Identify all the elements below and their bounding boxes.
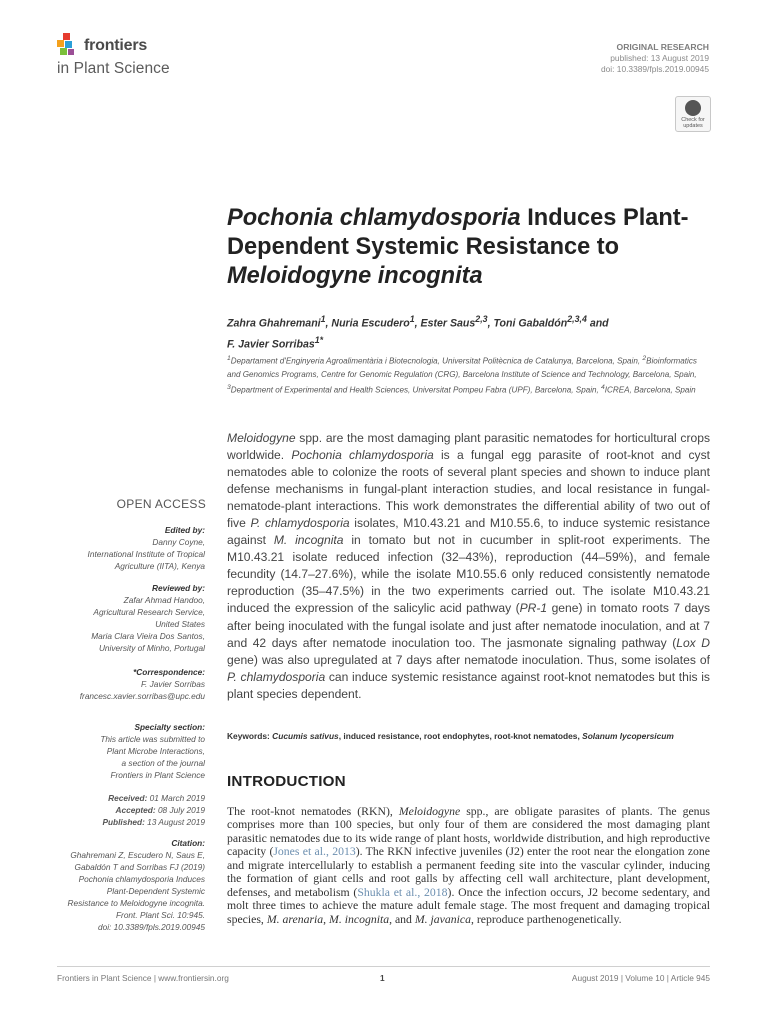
- check-for-updates-badge[interactable]: [675, 96, 711, 132]
- title-species2: Meloidogyne incognita: [227, 263, 483, 289]
- journal-logo-subtitle: in Plant Science: [57, 60, 170, 77]
- author-and: and: [586, 317, 609, 330]
- check-updates-icon: [685, 100, 701, 116]
- title-species1: Pochonia chlamydosporia: [227, 205, 521, 231]
- journal-logo-word: frontiers: [84, 37, 148, 54]
- edited-by-label: Edited by:: [164, 525, 205, 535]
- abstract-text: gene) was also upregulated at 7 days after nematode inoculation. Thus, some isolates of: [227, 652, 710, 667]
- intro-text: ,: [323, 912, 330, 926]
- open-access-label: OPEN ACCESS: [116, 497, 206, 511]
- citation-label: Citation:: [171, 838, 205, 848]
- abstract-italic: Meloidogyne: [227, 431, 296, 445]
- abstract-text: can induce systemic resistance against root-knot nematodes but this is plant species dependent.: [227, 669, 710, 701]
- dates-section: [35, 792, 205, 828]
- abstract-italic: Lox D: [676, 635, 710, 650]
- author-1-affil: 1: [320, 314, 326, 324]
- reviewed-by-label: Reviewed by:: [151, 583, 205, 593]
- section-heading-introduction: INTRODUCTION: [227, 773, 346, 790]
- specialty-line: This article was submitted to: [100, 734, 205, 744]
- abstract-italic: P. chlamydosporia: [250, 516, 350, 531]
- intro-italic: M. arenaria: [266, 912, 324, 926]
- author-2-affil: 1: [409, 314, 415, 324]
- citation-link[interactable]: Shukla et al., 2018: [357, 885, 448, 899]
- citation-line: Gabaldón T and Sorribas FJ (2019): [74, 862, 205, 872]
- accepted-date: 08 July 2019: [155, 805, 205, 815]
- citation-line: Pochonia chlamydosporia Induces: [78, 874, 205, 884]
- affil-1: Departament d'Enginyeria Agroalimentària i Biotecnologia, Universitat Politècnica de Catalunya, Barcelona, Spain,: [230, 356, 641, 366]
- citation-line: Plant-Dependent Systemic: [106, 886, 205, 896]
- affil-2: Bioinformatics and Genomics Programs, Centre for Genomic Regulation (CRG), Barcelona Institute of Science and Technology, Barcelona, Spain,: [227, 356, 697, 379]
- abstract-text: gene) in tomato roots 7 days after being inoculated with the fungal isolate and just after nematode inoculation, and at 7 and 42 days after nematode inoculation too. The jasmonate signaling pathway (: [227, 601, 710, 650]
- correspondence-email[interactable]: francesc.xavier.sorribas@upc.edu: [79, 691, 205, 701]
- editor-line: International Institute of Tropical: [87, 549, 205, 559]
- intro-text: spp., are obligate parasites of plants. The genus comprises more than 100 species, but only four of them are considered the most damaging plant parasitic nematodes due to its wide range of plant hosts, worldwide distribution, and high reproductive capacity (: [227, 805, 710, 859]
- article-doi[interactable]: doi: 10.3389/fpls.2019.00945: [600, 63, 709, 74]
- check-badge-line1: Check for: [681, 117, 705, 123]
- title-text: Induces Plant-Dependent Systemic Resistance to: [227, 205, 689, 260]
- intro-text: The root-knot nematodes (RKN),: [227, 805, 399, 818]
- abstract-text: isolates, M10.43.21 and M10.55.6, to induce systemic resistance against: [227, 516, 710, 548]
- abstract-italic: Pochonia chlamydosporia: [291, 448, 434, 463]
- abstract-text: is a fungal egg parasite of root-knot and cyst nematodes able to colonize the roots of several plant species and shown to induce plant defense mechanisms in fungal-plant interaction studies, and local resistance in fungal-nematode-plant interactions. This work demonstrates the differential ability of two out of five: [227, 448, 710, 531]
- specialty-line: Frontiers in Plant Science: [110, 770, 205, 780]
- reviewed-by-section: [35, 582, 205, 654]
- affil-3: Department of Experimental and Health Sciences, Universitat Pompeu Fabra (UPF), Barcelona, Spain,: [230, 385, 599, 395]
- author-list: [227, 311, 707, 352]
- author-3[interactable]: , Ester Saus: [414, 317, 476, 330]
- published-date-side: 13 August 2019: [144, 817, 205, 827]
- intro-italic: M. javanica: [414, 912, 471, 926]
- check-badge-line2: updates: [683, 123, 703, 129]
- abstract-text: in tomato but not in cucumber in split-root experiments. The M10.43.21 isolate reduced infection (32–43%), reproduction (44–59%), and female fecundity (14.7–27.6%), while the isolate M10.55.6 only reduced consistently nematode reproduction (35–47.5%) in the two experiments carried out. The isolate M10.43.21 induced the expression of the salicylic acid pathway (: [227, 533, 711, 616]
- article-title: [227, 204, 727, 291]
- abstract-text: spp. are the most damaging plant parasitic nematodes for horticultural crops worldwide.: [227, 431, 710, 463]
- abstract: [227, 430, 710, 703]
- correspondence-label: *Correspondence:: [133, 667, 205, 677]
- author-5[interactable]: F. Javier Sorribas: [227, 338, 315, 351]
- reviewer-line: University of Minho, Portugal: [98, 643, 205, 653]
- keywords-label: Keywords:: [227, 731, 273, 741]
- keywords: [227, 731, 710, 741]
- citation-line: Ghahremani Z, Escudero N, Saus E,: [70, 850, 205, 860]
- reviewer-line: Agricultural Research Service,: [93, 607, 205, 617]
- article-type: ORIGINAL RESEARCH: [616, 42, 709, 52]
- edited-by-section: [35, 524, 205, 572]
- author-4-affil: 2,3,4: [567, 314, 587, 324]
- footer-page-number: 1: [380, 973, 385, 983]
- reviewer-line: United States: [155, 619, 205, 629]
- published-date: published: 13 August 2019: [610, 52, 709, 63]
- article-meta: [601, 42, 709, 74]
- abstract-italic: PR-1: [519, 601, 548, 616]
- citation-doi[interactable]: doi: 10.3389/fpls.2019.00945: [97, 922, 205, 932]
- intro-text: ). Once the infection occurs, J2 become sedentary, and molt three times to achieve the mature adult female stage. The most frequent and damaging tropical species,: [227, 885, 710, 926]
- citation-line: Front. Plant Sci. 10:945.: [115, 910, 205, 920]
- specialty-section: [35, 721, 205, 781]
- intro-text: , and: [389, 912, 415, 926]
- intro-italic: M. incognita: [329, 912, 390, 926]
- received-date: 01 March 2019: [147, 793, 205, 803]
- citation-section: [35, 837, 205, 933]
- editor-line: Danny Coyne,: [152, 537, 205, 547]
- author-2[interactable]: , Nuria Escudero: [325, 317, 410, 330]
- citation-line: Resistance to Meloidogyne incognita.: [67, 898, 205, 908]
- specialty-label: Specialty section:: [134, 722, 205, 732]
- introduction-paragraph: [227, 805, 710, 926]
- keyword-items: , induced resistance, root endophytes, root-knot nematodes,: [338, 731, 583, 741]
- affiliations: [227, 352, 707, 397]
- abstract-italic: M. incognita: [273, 533, 344, 548]
- correspondence-name: F. Javier Sorribas: [141, 679, 205, 689]
- editor-line: Agriculture (IITA), Kenya: [114, 561, 205, 571]
- author-5-affil: 1*: [314, 334, 324, 345]
- author-3-affil: 2,3: [475, 314, 488, 324]
- affil-4-num: 4: [601, 384, 605, 392]
- keyword-item: Solanum lycopersicum: [582, 731, 674, 741]
- reviewer-line: Maria Clara Vieira Dos Santos,: [91, 631, 205, 641]
- affil-2-num: 2: [642, 355, 647, 362]
- intro-text: ). The RKN infective juveniles (J2) enter the root near the elongation zone and migrate intercellularly to establish a permanent feeding site into the vascular cylinder, inducing the formation of giant cells and root galls by affecting cell wall architecture, plant development, defenses, and metabolism (: [227, 845, 710, 899]
- intro-text: , reproduce parthenogenetically.: [471, 912, 622, 926]
- affil-4: ICREA, Barcelona, Spain: [604, 385, 696, 395]
- author-4[interactable]: , Toni Gabaldón: [487, 317, 568, 330]
- affil-3-num: 3: [227, 384, 231, 392]
- accepted-label: Accepted:: [115, 805, 156, 815]
- footer-divider: [57, 966, 710, 967]
- specialty-line: a section of the journal: [121, 758, 205, 768]
- abstract-italic: P. chlamydosporia: [227, 669, 326, 684]
- published-label: Published:: [102, 817, 145, 827]
- footer-issue-info: August 2019 | Volume 10 | Article 945: [571, 973, 710, 983]
- keyword-item: Cucumis sativus: [272, 731, 339, 741]
- author-1[interactable]: Zahra Ghahremani: [227, 317, 321, 330]
- citation-link[interactable]: Jones et al., 2013: [273, 845, 356, 859]
- reviewer-line: Zafar Ahmad Handoo,: [123, 595, 205, 605]
- affil-1-num: 1: [227, 355, 231, 362]
- correspondence-section: [35, 666, 205, 702]
- specialty-line: Plant Microbe Interactions,: [106, 746, 205, 756]
- frontiers-logo-icon: [57, 33, 79, 61]
- received-label: Received:: [108, 793, 148, 803]
- intro-italic: Meloidogyne: [398, 805, 461, 818]
- footer-journal-link[interactable]: Frontiers in Plant Science | www.frontiersin.org: [57, 973, 229, 983]
